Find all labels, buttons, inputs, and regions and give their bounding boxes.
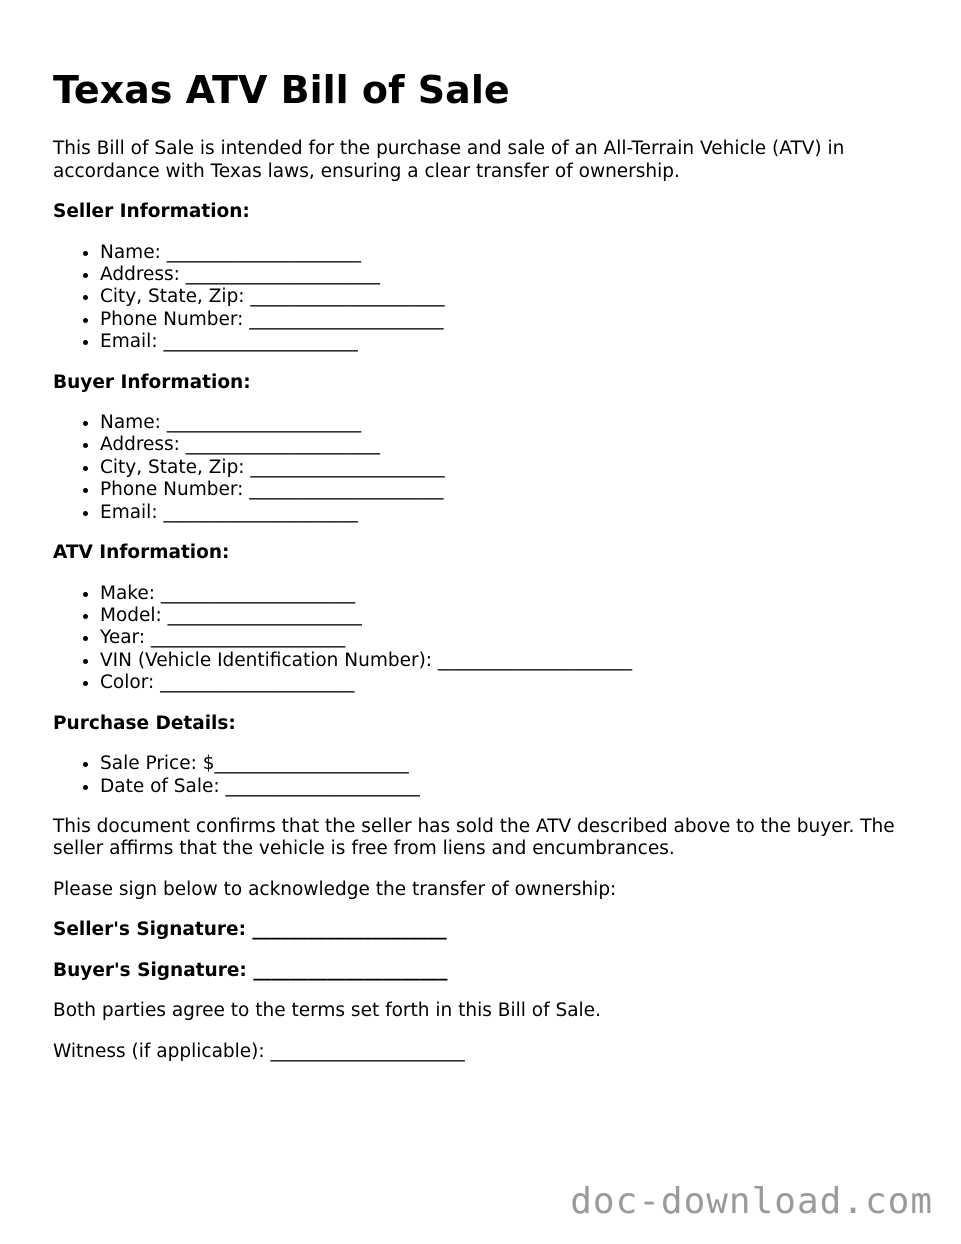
sale-price-field: • Sale Price: $_____________________ [100, 753, 923, 775]
buyer-signature-line: Buyer's Signature: _____________________ [53, 959, 448, 981]
atv-heading: ATV Information: [53, 542, 230, 564]
buyer-phone-field: • Phone Number: _____________________ [100, 479, 923, 501]
date-of-sale-field: • Date of Sale: _____________________ [100, 776, 923, 798]
atv-model-field: • Model: _____________________ [100, 605, 923, 627]
buyer-address-field: • Address: _____________________ [100, 434, 923, 456]
seller-city-state-zip-field: • City, State, Zip: _____________________ [100, 286, 923, 308]
seller-fields-list [53, 242, 923, 354]
seller-name-field: • Name: _____________________ [100, 242, 923, 264]
watermark-text: doc-download.com [570, 1181, 933, 1222]
atv-fields-list [53, 583, 923, 695]
purchase-fields-list [53, 753, 923, 798]
purchase-heading: Purchase Details: [53, 712, 236, 734]
buyer-name-field: • Name: _____________________ [100, 412, 923, 434]
witness-line: Witness (if applicable): _____________________ [53, 1040, 465, 1062]
buyer-city-state-zip-field: • City, State, Zip: _____________________ [100, 457, 923, 479]
seller-phone-field: • Phone Number: _____________________ [100, 309, 923, 331]
sign-prompt: Please sign below to acknowledge the transfer of ownership: [53, 878, 617, 900]
page-title: Texas ATV Bill of Sale [53, 68, 510, 112]
buyer-fields-list [53, 412, 923, 524]
agreement-paragraph: Both parties agree to the terms set forth in this Bill of Sale. [53, 1000, 601, 1022]
seller-address-field: • Address: _____________________ [100, 264, 923, 286]
seller-email-field: • Email: _____________________ [100, 331, 923, 353]
atv-vin-field: • VIN (Vehicle Identification Number): _____________________ [100, 650, 923, 672]
atv-make-field: • Make: _____________________ [100, 583, 923, 605]
seller-signature-line: Seller's Signature: _____________________ [53, 919, 447, 941]
buyer-email-field: • Email: _____________________ [100, 502, 923, 524]
document-page [53, 66, 923, 1081]
atv-color-field: • Color: _____________________ [100, 672, 923, 694]
confirmation-paragraph: This document confirms that the seller has sold the ATV described above to the buyer. The seller affirms that the vehicle is free from liens and encumbrances. [53, 815, 895, 860]
atv-year-field: • Year: _____________________ [100, 627, 923, 649]
seller-heading: Seller Information: [53, 201, 250, 222]
intro-paragraph: This Bill of Sale is intended for the purchase and sale of an All-Terrain Vehicle (ATV) in accordance with Texas laws, ensuring a clear transfer of ownership. [53, 138, 845, 182]
buyer-heading: Buyer Information: [53, 371, 251, 393]
